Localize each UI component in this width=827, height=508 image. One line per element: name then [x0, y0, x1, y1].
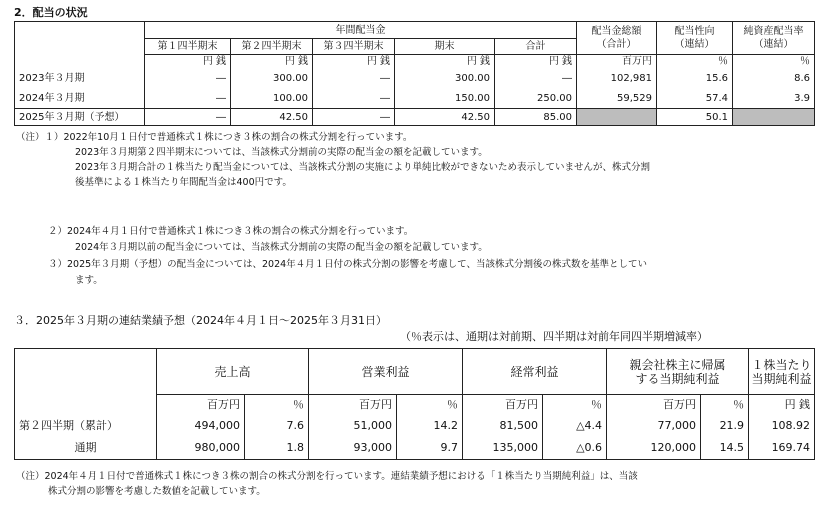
cell-doe: 8.6 [733, 69, 815, 89]
cell-q2: 42.50 [231, 109, 313, 126]
unit-percent: ％ [543, 395, 607, 415]
cell-q2: 100.00 [231, 89, 313, 109]
row-label: 2024年３月期 [15, 89, 145, 109]
unit-yen: 円 銭 [749, 395, 815, 415]
header-payout-ratio: 配当性向 （連結） [657, 22, 733, 55]
cell-sales-pct: 7.6 [245, 415, 309, 438]
note-line: 2024年３月期以前の配当金については、当該株式分割前の実際の配当金の額を記載しています。 [75, 242, 488, 253]
cell-amount: 102,981 [577, 69, 657, 89]
cell-payout: 50.1 [657, 109, 733, 126]
unit-yen: 円 銭 [231, 55, 313, 69]
header-q1: 第１四半期末 [145, 39, 231, 55]
table-row [15, 438, 815, 460]
header-year-end: 期末 [395, 39, 495, 55]
cell-ord: 81,500 [463, 415, 543, 438]
row-label: 2023年３月期 [15, 69, 145, 89]
cell-doe: 3.9 [733, 89, 815, 109]
header-operating-income: 営業利益 [309, 349, 463, 395]
section3-title: ３．2025年３月期の連結業績予想（2024年４月１日～2025年３月31日） [14, 314, 387, 327]
header-ordinary-income: 経常利益 [463, 349, 607, 395]
cell-ord-pct: △4.4 [543, 415, 607, 438]
table-row [15, 109, 815, 126]
unit-percent: ％ [701, 395, 749, 415]
cell-year-end: 42.50 [395, 109, 495, 126]
cell-ord-pct: △0.6 [543, 438, 607, 460]
cell-year-end: 150.00 [395, 89, 495, 109]
cell-eps: 108.92 [749, 415, 815, 438]
cell-total: 250.00 [495, 89, 577, 109]
note-line: ます。 [75, 275, 103, 286]
dividend-table [14, 21, 815, 126]
header-annual-dividend: 年間配当金 [145, 22, 577, 39]
note-line: 後基準による１株当たり年間配当金は400円です。 [75, 177, 292, 188]
header-total: 合計 [495, 39, 577, 55]
cell-net: 77,000 [607, 415, 701, 438]
cell-ord: 135,000 [463, 438, 543, 460]
header-q2: 第２四半期末 [231, 39, 313, 55]
unit-million-yen: 百万円 [463, 395, 543, 415]
cell-payout: 15.6 [657, 69, 733, 89]
cell-net: 120,000 [607, 438, 701, 460]
note-line: 2023年３月期第２四半期末については、当該株式分割前の実際の配当金の額を記載しています。 [75, 147, 488, 158]
cell-q2: 300.00 [231, 69, 313, 89]
note-line: （注）2024年４月１日付で普通株式１株につき３株の割合の株式分割を行っています。連結業績予想における「１株当たり当期純利益」は、当該 [16, 471, 638, 482]
unit-yen: 円 銭 [495, 55, 577, 69]
cell-sales: 980,000 [157, 438, 245, 460]
cell-op-pct: 9.7 [397, 438, 463, 460]
unit-percent: ％ [657, 55, 733, 69]
unit-million-yen: 百万円 [309, 395, 397, 415]
cell-sales-pct: 1.8 [245, 438, 309, 460]
cell-q1: ― [145, 109, 231, 126]
cell-op: 51,000 [309, 415, 397, 438]
header-net-income: 親会社株主に帰属 する当期純利益 [607, 349, 749, 395]
forecast-table [14, 348, 815, 460]
unit-yen: 円 銭 [395, 55, 495, 69]
cell-total: ― [495, 69, 577, 89]
section2-title: 2．配当の状況 [14, 6, 88, 19]
unit-million-yen: 百万円 [607, 395, 701, 415]
cell-net-pct: 14.5 [701, 438, 749, 460]
cell-q3: ― [313, 109, 395, 126]
section3-subtitle: （％表示は、通期は対前期、四半期は対前年同四半期増減率） [400, 330, 708, 343]
row-label: 通期 [15, 438, 157, 460]
cell-amount: 59,529 [577, 89, 657, 109]
note-line: 株式分割の影響を考慮した数値を記載しています。 [48, 486, 266, 497]
note-line: （注）１）2022年10月１日付で普通株式１株につき３株の割合の株式分割を行っています。 [16, 132, 413, 143]
note-line: ２）2024年４月１日付で普通株式１株につき３株の割合の株式分割を行っています。 [48, 226, 414, 237]
cell-sales: 494,000 [157, 415, 245, 438]
unit-yen: 円 銭 [145, 55, 231, 69]
cell-eps: 169.74 [749, 438, 815, 460]
header-total-dividend-amount: 配当金総額 （合計） [577, 22, 657, 55]
header-blank [15, 22, 145, 39]
cell-op-pct: 14.2 [397, 415, 463, 438]
note-line: ３）2025年３月期（予想）の配当金については、2024年４月１日付の株式分割の影響を考慮して、当該株式分割後の株式数を基準としてい [48, 259, 647, 270]
unit-million-yen: 百万円 [157, 395, 245, 415]
cell-payout: 57.4 [657, 89, 733, 109]
cell-q3: ― [313, 69, 395, 89]
cell-total: 85.00 [495, 109, 577, 126]
unit-percent: ％ [245, 395, 309, 415]
cell-year-end: 300.00 [395, 69, 495, 89]
unit-million-yen: 百万円 [577, 55, 657, 69]
table-row [15, 415, 815, 438]
header-eps: １株当たり 当期純利益 [749, 349, 815, 395]
cell-doe [733, 109, 815, 126]
note-line: 2023年３月期合計の１株当たり配当金については、当該株式分割の実施により単純比較ができないため表示していませんが、株式分割 [75, 162, 650, 173]
row-label: 2025年３月期（予想） [15, 109, 145, 126]
unit-percent: ％ [397, 395, 463, 415]
unit-yen: 円 銭 [313, 55, 395, 69]
table-row [15, 89, 815, 109]
table-row [15, 69, 815, 89]
header-sales: 売上高 [157, 349, 309, 395]
unit-percent: ％ [733, 55, 815, 69]
cell-amount [577, 109, 657, 126]
cell-net-pct: 21.9 [701, 415, 749, 438]
cell-q1: ― [145, 89, 231, 109]
cell-q1: ― [145, 69, 231, 89]
cell-q3: ― [313, 89, 395, 109]
header-doe: 純資産配当率 （連結） [733, 22, 815, 55]
cell-op: 93,000 [309, 438, 397, 460]
header-q3: 第３四半期末 [313, 39, 395, 55]
row-label: 第２四半期（累計） [15, 415, 157, 438]
